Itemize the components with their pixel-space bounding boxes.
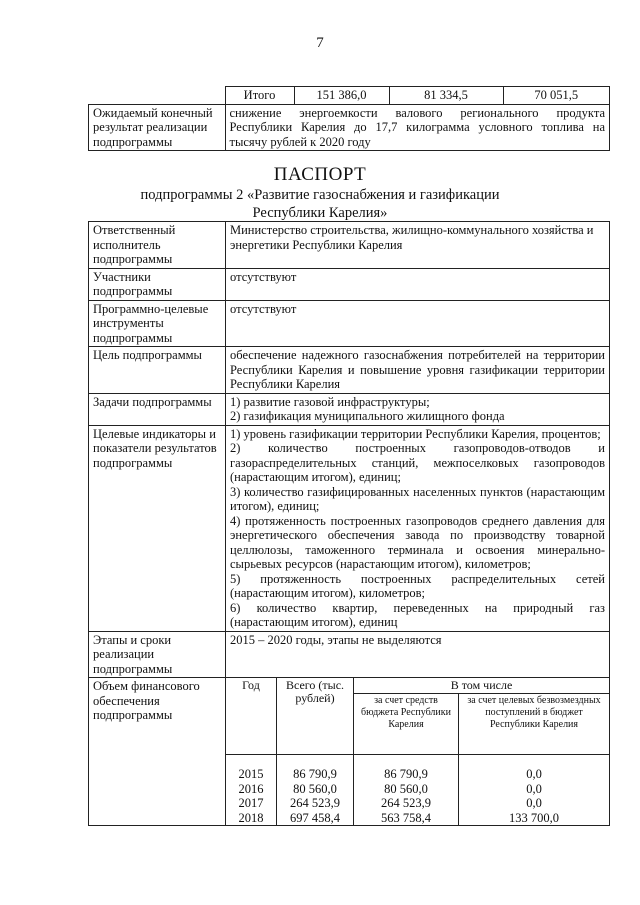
total-budget: 81 334,5 [389,87,503,105]
finance-table [226,678,609,825]
row-value: 2015 – 2020 годы, этапы не выделяются [226,631,610,678]
task-item: 2) газификация муниципального жилищного фонда [230,409,505,423]
total-cell: 697 458,4 [277,811,354,826]
row-value: отсутствуют [226,268,610,300]
row-label: Задачи подпрограммы [89,393,226,425]
row-label: Цель подпрограммы [89,347,226,394]
grants-cell: 0,0 [459,796,610,811]
header-budget: за счет средств бюджета Республики Карелия [354,694,459,755]
passport-title: ПАСПОРТ [273,164,367,185]
budget-cell: 80 560,0 [354,782,459,797]
total-all: 151 386,0 [294,87,389,105]
result-row [89,104,610,151]
passport-row-indicators [89,425,610,631]
header-year: Год [226,678,277,755]
year-cell: 2017 [226,796,277,811]
budget-cell: 86 790,9 [354,767,459,782]
finance-data-row [226,796,609,811]
finance-spacer-row [226,755,609,768]
finance-cell [226,678,610,826]
row-label: Участники подпрограммы [89,268,226,300]
finance-data-row [226,767,609,782]
row-label: Программно-целевые инструменты подпрограммы [89,300,226,347]
row-value: обеспечение надежного газоснабжения потребителей на территории Республики Карелия и повышение уровня газификации территории Республики Карелия [226,347,610,394]
indicator-item: 2) количество построенных газопроводов-отводов и газораспределительных станций, межпоселковых газопроводов (нарастающим итогом), единиц; [230,441,605,484]
grants-cell: 0,0 [459,782,610,797]
finance-data-row [226,811,609,826]
passport-row-finance [89,678,610,826]
result-text: снижение энергоемкости валового регионального продукта Республики Карелия до 17,7 килограмма условного топлива на тысячу рублей к 2020 году [225,104,610,151]
header-including: В том числе [354,678,610,694]
passport-row-executor [89,222,610,269]
indicator-item: 4) протяженность построенных газопроводов среднего давления для энергетического обеспечения завода по производству товарной целлюлозы, таможенного терминала и освоения минерально-сырьевых ресурсов (нарастающим итогом), километров; [230,513,605,571]
finance-data-row [226,782,609,797]
header-grants: за счет целевых безвозмездных поступлений в бюджет Республики Карелия [459,694,610,755]
passport-row-participants [89,268,610,300]
year-cell: 2015 [226,767,277,782]
total-row [89,87,610,105]
financing-total-table [88,86,610,151]
year-cell: 2018 [226,811,277,826]
row-label: Целевые индикаторы и показатели результатов подпрограммы [89,425,226,631]
passport-row-instruments [89,300,610,347]
row-value: Министерство строительства, жилищно-коммунального хозяйства и энергетики Республики Карелия [226,222,610,269]
indicator-item: 6) количество квартир, переведенных на природный газ (нарастающим итогом), единиц [230,600,605,629]
grants-cell: 133 700,0 [459,811,610,826]
total-cell: 264 523,9 [277,796,354,811]
row-value [226,425,610,631]
page-number: 7 [316,35,324,51]
row-value: отсутствуют [226,300,610,347]
budget-cell: 264 523,9 [354,796,459,811]
indicator-item: 1) уровень газификации территории Республики Карелия, процентов; [230,426,601,441]
row-label: Ответственный исполнитель подпрограммы [89,222,226,269]
result-label: Ожидаемый конечный результат реализации подпрограммы [89,104,226,151]
budget-cell: 563 758,4 [354,811,459,826]
passport-subtitle [0,186,640,222]
grants-cell: 0,0 [459,767,610,782]
subtitle-line-1: подпрограммы 2 «Развитие газоснабжения и газификации [140,187,500,203]
passport-row-stages [89,631,610,678]
subtitle-line-2: Республики Карелия» [252,205,388,221]
passport-table [88,221,610,826]
task-item: 1) развитие газовой инфраструктуры; [230,394,430,409]
row-label: Этапы и сроки реализации подпрограммы [89,631,226,678]
finance-header-row [226,678,609,694]
row-label: Объем финансового обеспечения подпрограммы [89,678,226,826]
indicator-item: 3) количество газифицированных населенных пунктов (нарастающим итогом), единиц; [230,484,605,513]
total-grants: 70 051,5 [503,87,610,105]
total-cell: 80 560,0 [277,782,354,797]
passport-row-goal [89,347,610,394]
total-label: Итого [225,87,294,105]
row-value [226,393,610,425]
indicator-item: 5) протяженность построенных распределительных сетей (нарастающим итогом), километров; [230,571,605,600]
header-total: Всего (тыс. рублей) [277,678,354,755]
total-cell: 86 790,9 [277,767,354,782]
passport-row-tasks [89,393,610,425]
year-cell: 2016 [226,782,277,797]
